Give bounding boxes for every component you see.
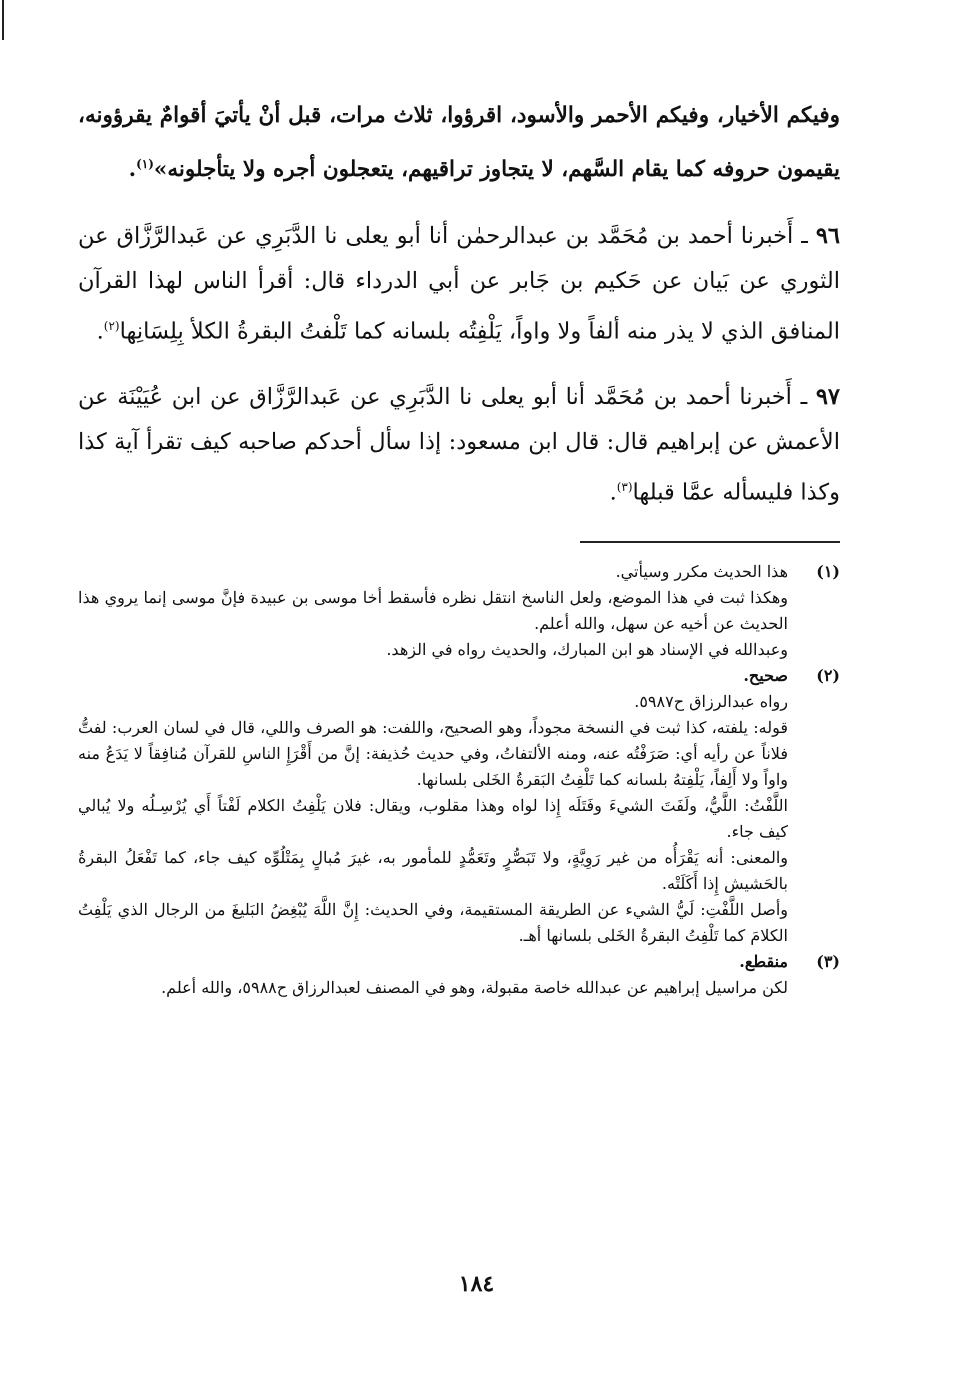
footnote-divider bbox=[580, 541, 840, 543]
main-paragraph-1 bbox=[78, 92, 840, 194]
page-content bbox=[78, 92, 840, 1001]
footnote-1-line: وهكذا ثبت في هذا الموضع، ولعل الناسخ انتقل نظره فأسقط أخا موسى بن عبيدة فإنَّ موسى إنما يروي هذا الحديث عن أخيه عن سهل، والله أعلم. bbox=[78, 587, 788, 633]
footnote-ref-1[interactable]: (١) bbox=[136, 157, 154, 171]
footnote-3-line: لكن مراسيل إبراهيم عن عبدالله خاصة مقبولة، وهو في المصنف لعبدالرزاق ح٥٩٨٨، والله أعلم. bbox=[161, 977, 788, 997]
footnote-1 bbox=[78, 559, 840, 663]
footnote-2-heading: صحيح. bbox=[743, 665, 788, 685]
page-number: ١٨٤ bbox=[458, 1271, 495, 1297]
footnote-2-body bbox=[78, 663, 788, 949]
hadith-96-number: ٩٦ bbox=[815, 223, 840, 250]
footnote-ref-2[interactable]: (٢) bbox=[103, 319, 120, 334]
footnote-3-body bbox=[78, 949, 788, 1001]
hadith-96-end: . bbox=[96, 318, 104, 345]
hadith-97-number: ٩٧ bbox=[815, 383, 841, 410]
footnote-1-line: هذا الحديث مكرر وسيأتي. bbox=[615, 561, 788, 581]
footnote-3-heading: منقطع. bbox=[739, 951, 788, 971]
hadith-96-text: ـ أَخبرنا أحمد بن مُحَمَّد بن عبدالرحمٰن أنا أبو يعلى نا الدَّبَرِي عن عَبدالرَّزَّاق عن الثوري عن بَيان عن حَكيم بن جَابر عن أبي الدرداء قال: أقرأ الناس لهذا القرآن المنافق الذي لا يذر منه ألفاً ولا واواً، يَلْفِتُه بلسانه كما تَلْفتُ البقرةُ الكلأ بِلِسَانِها bbox=[78, 223, 840, 345]
paragraph-1-end: . bbox=[128, 157, 137, 183]
footnote-1-body bbox=[78, 559, 788, 663]
paragraph-1-text: وفيكم الأخيار، وفيكم الأحمر والأسود، اقرؤوا، ثلاث مرات، قبل أنْ يأتيَ أقوامٌ يقرؤونه، يقيمون حروفه كما يقام السَّهم، لا يتجاوز تراقيهم، يتعجلون أجره ولا يتأجلونه» bbox=[78, 103, 840, 183]
footnote-2-line: والمعنى: أنه يَقْرَأُه من غير رَوِيَّةٍ، ولا تَبَصُّرٍ وتَعَمُّدٍ للمأمور به، غيرَ مُبالٍ بِمَتْلُوِّه كيف جاء، كما تَفْعَلُ البقرةُ بالحَشيش إِذا أَكَلَتْه. bbox=[78, 847, 789, 893]
footnote-2-line: قوله: يلفته، كذا ثبت في النسخة مجوداً، وهو الصحيح، واللفت: هو الصرف واللي، قال في لسان العرب: لفتُّ فلاناً عن رأيه أي: صَرَفْتُه عنه، ومنه الألتفاتُ، وفي حديث حُذيفة: إنَّ من أَقْرَإِ الناسِ للقرآن مُنافِقاً لا يَدَعُ منه واواً ولا أَلِفاً، يَلْفِتهُ بلسانه كما تَلْفِتُ البَقرةُ الخَلى بلسانها. bbox=[78, 717, 789, 789]
footnote-1-line: وعبدالله في الإسناد هو ابن المبارك، والحديث رواه في الزهد. bbox=[386, 639, 788, 659]
footnotes bbox=[78, 559, 840, 1001]
footnote-2-number: (٢) bbox=[816, 665, 840, 685]
footnote-2-line: رواه عبدالرزاق ح٥٩٨٧. bbox=[634, 691, 788, 711]
hadith-96 bbox=[78, 214, 840, 355]
hadith-97 bbox=[78, 375, 840, 516]
footnote-ref-3[interactable]: (٣) bbox=[616, 479, 633, 494]
hadith-97-text: ـ أَخبرنا أحمد بن مُحَمَّد أنا أبو يعلى نا الدَّبَرِي عن عَبدالرَّزَّاق عن ابن عُيَيْنَة عن الأعمش عن إبراهيم قال: قال ابن مسعود: إذا سأل أحدكم صاحبه كيف تقرأ آية كذا وكذا فليسأله عمَّا قبلها bbox=[78, 383, 840, 506]
footnote-2-line: اللَّفْتُ: اللَّيُّ، ولَفَتَ الشيءَ وفَتَلَه إِذا لواه وهذا مقلوب، ويقال: فلان يَلْفِتُ الكلام لَفْتاً أَي يُرْسِـلُه ولا يُبالي كيف جاء. bbox=[78, 795, 788, 841]
footnote-3 bbox=[78, 949, 840, 1001]
footnote-1-number: (١) bbox=[816, 561, 840, 581]
footnote-3-number: (٣) bbox=[816, 951, 840, 971]
footnote-2-line: وأصل اللَّفْتِ: لَيُّ الشيء عن الطريقة المستقيمة، وفي الحديث: إِنَّ اللَّهَ يُبْغِضُ البَليغَ من الرجال الذي يَلْفِتُ الكلامَ كما تَلْفِتُ البقرةُ الخَلى بلسانها أهـ. bbox=[78, 899, 788, 945]
page-edge-line bbox=[2, 0, 4, 40]
footnote-2 bbox=[78, 663, 840, 949]
hadith-97-end: . bbox=[609, 479, 617, 506]
